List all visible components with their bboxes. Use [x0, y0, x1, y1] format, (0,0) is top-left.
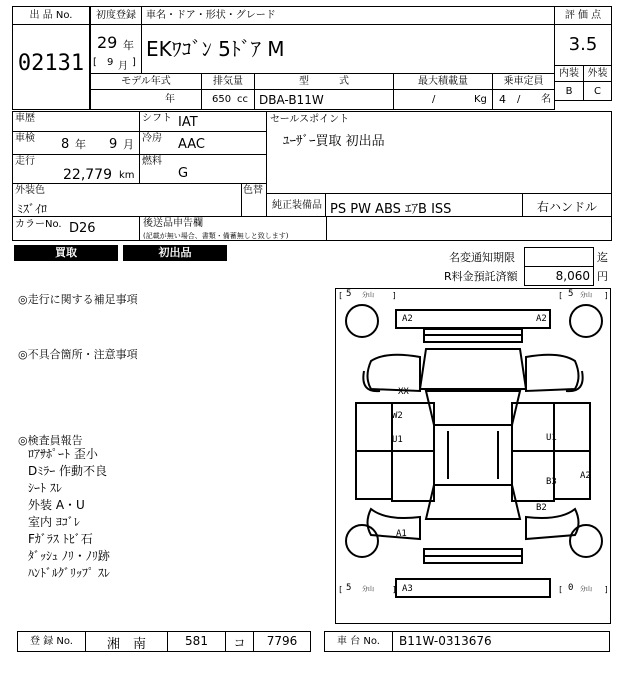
mileage-label: 走行	[15, 156, 35, 167]
mileage: 22,779	[63, 167, 112, 183]
interior-label: 内装	[559, 68, 579, 79]
exterior-grade-cell	[583, 81, 612, 101]
damage-mark-rear-bumper: A3	[402, 584, 413, 594]
fuel: G	[178, 166, 189, 181]
car-diagram	[335, 288, 611, 624]
color-no: D26	[69, 221, 96, 236]
registration-number-row	[17, 631, 311, 652]
capacity-sep: /	[517, 94, 521, 105]
chassis-number-row	[324, 631, 610, 652]
model-year-cell	[90, 89, 202, 110]
interior-grade: B	[565, 86, 573, 97]
registration-month-open: [	[93, 57, 97, 68]
inspector-line: Fｶﾞﾗｽ ﾄﾋﾞ石	[28, 532, 93, 546]
region: 湘 南	[106, 637, 146, 652]
capacity-label-cell	[492, 73, 555, 90]
tire-rear-right: 0	[568, 583, 574, 593]
interior-grade-cell	[554, 81, 584, 101]
chassis-label: 車 台 No.	[337, 636, 380, 647]
shift: IAT	[178, 115, 198, 130]
inspection-month-unit: 月	[123, 138, 134, 151]
ac: AAC	[178, 137, 205, 152]
mileage-unit: km	[119, 170, 135, 181]
name-change-label: 名変通知期限	[449, 251, 515, 264]
inspector-line: ﾀﾞｯｼｭ ﾉﾘ・ﾉﾘ跡	[28, 549, 110, 563]
color-change-cell	[241, 183, 267, 217]
color-change-label: 色替	[243, 185, 263, 196]
reg-no-label: 登 録 No.	[30, 636, 73, 647]
inspection-label: 車検	[15, 133, 35, 144]
history-cell	[12, 111, 140, 132]
color-no-label: カラーNo.	[15, 219, 62, 230]
inspection-year: 8	[61, 137, 70, 152]
car-name-cell	[141, 24, 555, 74]
inspection-month: 9	[109, 137, 118, 152]
model-year-label: モデル年式	[121, 76, 171, 87]
defects-remarks-title: ◎不具合箇所・注意事項	[18, 348, 138, 361]
ac-cell	[139, 131, 267, 155]
inspector-report-list	[28, 446, 110, 582]
inspector-line: 外装 A・U	[28, 498, 85, 512]
lot-number-cell	[12, 24, 90, 110]
inspector-line: ｼｰﾄ ｽﾚ	[28, 481, 62, 495]
sales-point: ﾕｰｻﾞｰ買取 初出品	[283, 134, 385, 149]
displacement-unit: cc	[237, 94, 248, 105]
tire-tr-bracket: [	[558, 291, 563, 300]
tire-front-left: 5	[346, 289, 352, 299]
inspector-line: ﾛｱｻﾎﾟｰﾄ 歪小	[28, 447, 98, 461]
fuel-label: 燃料	[142, 156, 162, 167]
car-name: EKﾜｺﾞﾝ 5ﾄﾞｱ M	[146, 37, 285, 61]
exterior-label-cell	[583, 65, 612, 82]
region-cell	[86, 632, 168, 651]
year-unit: 年	[123, 39, 134, 52]
interior-label-cell	[554, 65, 584, 82]
displacement: 650	[212, 94, 232, 105]
kana: コ	[233, 636, 246, 650]
model-year-unit: 年	[165, 94, 175, 105]
tire-rear-right-unit: 分山	[580, 586, 593, 593]
displacement-cell	[201, 89, 255, 110]
max-load-label: 最大積載量	[418, 76, 468, 87]
inspector-line: ﾊﾝﾄﾞﾙｸﾞﾘｯﾌﾟ ｽﾚ	[28, 566, 110, 580]
exterior-label: 外装	[587, 68, 608, 79]
car-name-label-cell	[141, 6, 555, 25]
buy-tag: 買取	[14, 245, 118, 261]
docs-note: (記載が無い場合、書類・備蓄無しと致します)	[143, 232, 289, 240]
docs-cell	[139, 216, 327, 241]
driving-remarks-title: ◎走行に関する補足事項	[18, 293, 138, 306]
recycle-label: R料金預託済額	[444, 270, 518, 283]
tire-bl-bracket: [	[338, 585, 343, 594]
damage-mark-rear-door-right: B3	[546, 477, 557, 487]
tire-front-right: 5	[568, 289, 574, 299]
tire-rear-left-unit: 分山	[362, 586, 375, 593]
max-load-label-cell	[393, 73, 493, 90]
damage-mark-front-door-right: U1	[546, 433, 557, 443]
tire-bl-bracket-close: ]	[392, 585, 397, 594]
damage-mark-windshield: W2	[392, 411, 403, 421]
handle-cell	[522, 193, 612, 217]
sales-point-label: セールスポイント	[270, 114, 350, 125]
tire-rear-left: 5	[346, 583, 352, 593]
color: ﾐｽﾞｲﾛ	[17, 202, 48, 216]
registration-year: 29	[97, 33, 118, 52]
type-label: 型 式	[299, 76, 349, 87]
car-outline-drawing	[336, 289, 610, 623]
score-label: 評 価 点	[564, 10, 602, 21]
first-registration-label-cell	[90, 6, 142, 25]
docs-extra-cell	[326, 216, 612, 241]
damage-mark-front-bumper-right: A2	[536, 314, 547, 324]
lot-number-label-cell	[12, 6, 90, 25]
color-no-cell	[12, 216, 140, 241]
mileage-cell	[12, 154, 140, 184]
plate-number: 7796	[266, 634, 298, 648]
tire-front-right-unit: 分山	[580, 292, 593, 299]
sales-point-cell	[266, 111, 612, 194]
model-code-cell	[254, 89, 394, 110]
inspection-cell	[12, 131, 140, 155]
color-cell	[12, 183, 242, 217]
model-code: DBA-B11W	[259, 93, 324, 107]
score: 3.5	[568, 34, 598, 55]
model-year-label-cell	[90, 73, 202, 90]
fuel-cell	[139, 154, 267, 184]
chassis-number: B11W-0313676	[399, 634, 492, 648]
shift-cell	[139, 111, 267, 132]
equipment-label: 純正装備品	[272, 200, 322, 211]
recycle-amount: 8,060	[555, 269, 590, 283]
max-load: /	[432, 94, 436, 105]
registration-date-cell	[90, 24, 142, 74]
registration-month-close: ]	[132, 57, 136, 68]
month-unit: 月	[118, 61, 128, 72]
type-label-cell	[254, 73, 394, 90]
capacity-unit: 名	[541, 94, 551, 105]
number-cell	[254, 632, 310, 651]
inspector-line: 室内 ﾖｺﾞﾚ	[28, 515, 80, 529]
registration-month: 9	[107, 57, 114, 68]
damage-mark-right-side: A2	[580, 471, 591, 481]
first-listing-tag: 初出品	[123, 245, 227, 261]
lot-number-label: 出 品 No.	[29, 10, 73, 21]
recycle-unit: 円	[597, 270, 608, 283]
reg-no-label-cell	[18, 632, 86, 651]
max-load-cell	[393, 89, 493, 110]
equipment: PS PW ABS ｴｱB ISS	[330, 202, 452, 217]
recycle-box	[524, 266, 594, 286]
damage-mark-front-bumper-left: A2	[402, 314, 413, 324]
handle: 右ハンドル	[537, 200, 598, 214]
capacity: 4	[499, 93, 506, 106]
displacement-label-cell	[201, 73, 255, 90]
capacity-label: 乗車定員	[503, 76, 544, 87]
docs-label: 後送品申告欄	[143, 218, 203, 229]
damage-mark-rear-fender-right: B2	[536, 503, 547, 513]
tire-tr-bracket-close: ]	[604, 291, 609, 300]
score-label-cell	[554, 6, 612, 25]
history-label: 車歴	[15, 113, 35, 124]
inspector-report-title: ◎検査員報告	[18, 434, 83, 447]
first-registration-label: 初度登録	[96, 10, 136, 21]
class-no: 581	[185, 634, 208, 648]
chassis-label-cell	[325, 632, 393, 651]
color-label: 外装色	[15, 185, 45, 196]
car-name-label: 車名・ドア・形状・グレード	[146, 10, 276, 21]
class-no-cell	[168, 632, 226, 651]
name-change-unit: 迄	[597, 251, 608, 264]
tire-br-bracket-close: ]	[604, 585, 609, 594]
kana-cell	[226, 632, 254, 651]
tire-tl-bracket-close: ]	[392, 291, 397, 300]
score-cell	[554, 24, 612, 66]
damage-mark-front-door-left: U1	[392, 435, 403, 445]
max-load-unit: Kg	[474, 94, 487, 105]
ac-label: 冷房	[142, 133, 162, 144]
inspector-line: Dﾐﾗｰ 作動不良	[28, 464, 108, 478]
name-change-box	[524, 247, 594, 267]
displacement-label: 排気量	[213, 76, 243, 87]
equipment-cell	[325, 193, 523, 217]
capacity-cell	[492, 89, 555, 110]
inspection-year-unit: 年	[75, 138, 86, 151]
damage-mark-rear-fender-left: A1	[396, 529, 407, 539]
damage-mark-hood: XX	[398, 387, 409, 397]
tire-br-bracket: [	[558, 585, 563, 594]
tire-front-left-unit: 分山	[362, 292, 375, 299]
equipment-label-cell	[266, 193, 326, 217]
exterior-grade: C	[594, 86, 601, 97]
tire-tl-bracket: [	[338, 291, 343, 300]
lot-number: 02131	[17, 51, 85, 76]
shift-label: シフト	[142, 113, 172, 124]
